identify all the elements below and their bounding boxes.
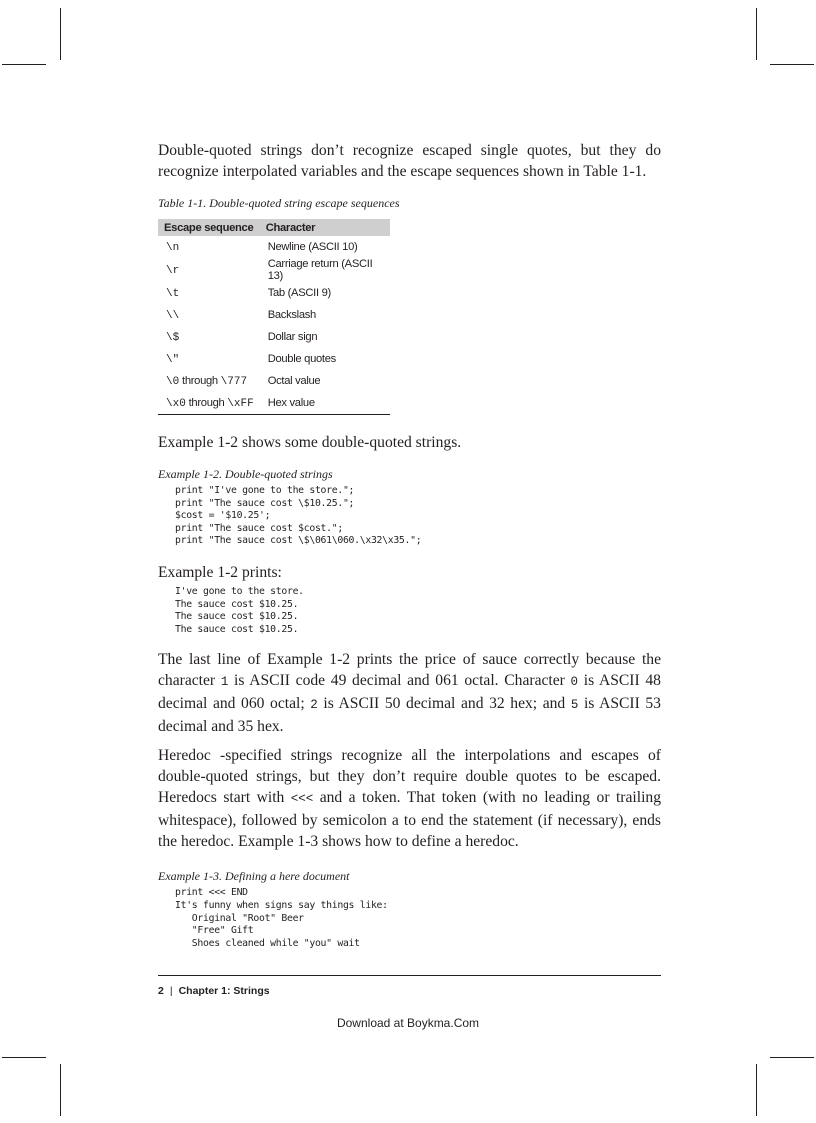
example-1-2-intro: Example 1-2 shows some double-quoted strings. xyxy=(158,434,462,451)
table-row xyxy=(158,236,390,258)
crop-mark xyxy=(770,64,814,65)
table-row xyxy=(158,392,390,415)
inline-code: 5 xyxy=(570,698,579,713)
example-1-2-code: print "I've gone to the store."; print "The sauce cost \$10.25."; $cost = '$10.25'; print "The sauce cost $cost."; print "The sauce cost \$\061\060.\x32\x35."; xyxy=(175,485,422,547)
table-cell xyxy=(158,370,260,392)
download-watermark: Download at Boykma.Com xyxy=(336,1016,480,1030)
escape-sequence: \r xyxy=(166,264,180,277)
table-header: Character xyxy=(260,219,390,236)
crop-mark xyxy=(756,8,757,60)
table-row xyxy=(158,348,390,370)
escape-sequence: \x0 xyxy=(166,397,186,410)
table-cell: Double quotes xyxy=(267,353,336,365)
escape-sequence: \0 xyxy=(166,375,180,388)
escape-sequence: \t xyxy=(166,287,180,300)
table-cell: Newline (ASCII 10) xyxy=(267,241,358,253)
text-run: Heredoc -specified strings recognize all the interpolations and escapes of double-quoted strings, but they don’t require double quotes to be escaped. Heredocs start with xyxy=(158,747,661,807)
inline-code: 1 xyxy=(220,675,229,690)
example-1-2-prints: Example 1-2 prints: xyxy=(158,563,282,581)
table-cell: Hex value xyxy=(260,392,390,415)
example-1-3-caption: Example 1-3. Defining a here document xyxy=(158,869,350,884)
heredoc-paragraph xyxy=(158,745,661,852)
crop-mark xyxy=(2,1057,46,1058)
crop-mark xyxy=(60,1064,61,1116)
table-header: Escape sequence xyxy=(158,219,260,236)
table-header-row xyxy=(158,219,390,236)
table-cell: Tab (ASCII 9) xyxy=(267,287,331,299)
page-number: 2 xyxy=(158,985,164,997)
explanation-paragraph xyxy=(158,649,661,737)
table-row xyxy=(158,304,390,326)
table-cell xyxy=(158,326,260,348)
example-1-3-code: print <<< END It's funny when signs say things like: Original "Root" Beer "Free" Gift Shoes cleaned while "you" wait xyxy=(175,887,388,949)
escape-sequence: \" xyxy=(166,353,180,366)
text-run: is ASCII code 49 decimal and 061 octal. Character xyxy=(228,672,571,690)
text-run: is ASCII 53 decimal and 35 hex. xyxy=(158,695,661,736)
chapter-title: Chapter 1: Strings xyxy=(178,985,270,997)
table-caption: Table 1-1. Double-quoted string escape sequences xyxy=(158,196,400,210)
table-cell xyxy=(158,304,260,326)
escape-sequence: \777 xyxy=(220,375,248,388)
table-cell: Octal value xyxy=(267,375,321,387)
through-label: through xyxy=(185,396,228,409)
table-cell xyxy=(158,348,260,370)
crop-mark xyxy=(770,1057,814,1058)
text-run: The last line of Example 1-2 prints the price of sauce correctly because the character xyxy=(158,651,661,690)
text-run: is ASCII 48 decimal and 060 octal; xyxy=(158,672,661,713)
table-cell: Carriage return (ASCII 13) xyxy=(267,258,373,282)
inline-code: 0 xyxy=(570,675,579,690)
footer-separator: | xyxy=(169,985,173,997)
table-cell xyxy=(158,282,260,304)
escape-sequence-table xyxy=(158,219,390,415)
crop-mark xyxy=(2,64,46,65)
page-footer xyxy=(158,985,270,997)
table-row xyxy=(158,282,390,304)
text-run: is ASCII 50 decimal and 32 hex; and xyxy=(317,695,571,713)
example-1-2-caption: Example 1-2. Double-quoted strings xyxy=(158,467,333,481)
escape-sequence: \n xyxy=(166,241,180,254)
inline-code: <<< xyxy=(290,792,314,807)
inline-code: 2 xyxy=(310,698,318,713)
intro-paragraph: Double-quoted strings don’t recognize escaped single quotes, but they do recognize interpolated variables and the escape sequences shown in Table 1-1. xyxy=(158,142,661,180)
escape-sequence: \$ xyxy=(166,331,180,344)
table-cell xyxy=(158,392,260,415)
table-cell xyxy=(158,258,260,282)
table-row xyxy=(158,370,390,392)
example-1-2-output: I've gone to the store. The sauce cost $10.25. The sauce cost $10.25. The sauce cost $10.25. xyxy=(175,585,304,635)
through-label: through xyxy=(179,374,221,387)
escape-sequence: \\ xyxy=(166,309,180,322)
table-cell: Dollar sign xyxy=(267,331,318,343)
table-row xyxy=(158,258,390,282)
crop-mark xyxy=(60,8,61,60)
table-cell: Backslash xyxy=(267,309,316,321)
table-row xyxy=(158,326,390,348)
text-run: and a token. That token (with no leading or trailing whitespace), followed by semicolon a to end the statement (if necessary), ends the heredoc. Example 1-3 shows how to define a heredoc. xyxy=(158,789,661,851)
footer-rule xyxy=(158,975,661,976)
table-cell xyxy=(158,236,260,258)
crop-mark xyxy=(756,1064,757,1116)
escape-sequence: \xFF xyxy=(227,397,254,410)
page-content xyxy=(158,140,661,950)
